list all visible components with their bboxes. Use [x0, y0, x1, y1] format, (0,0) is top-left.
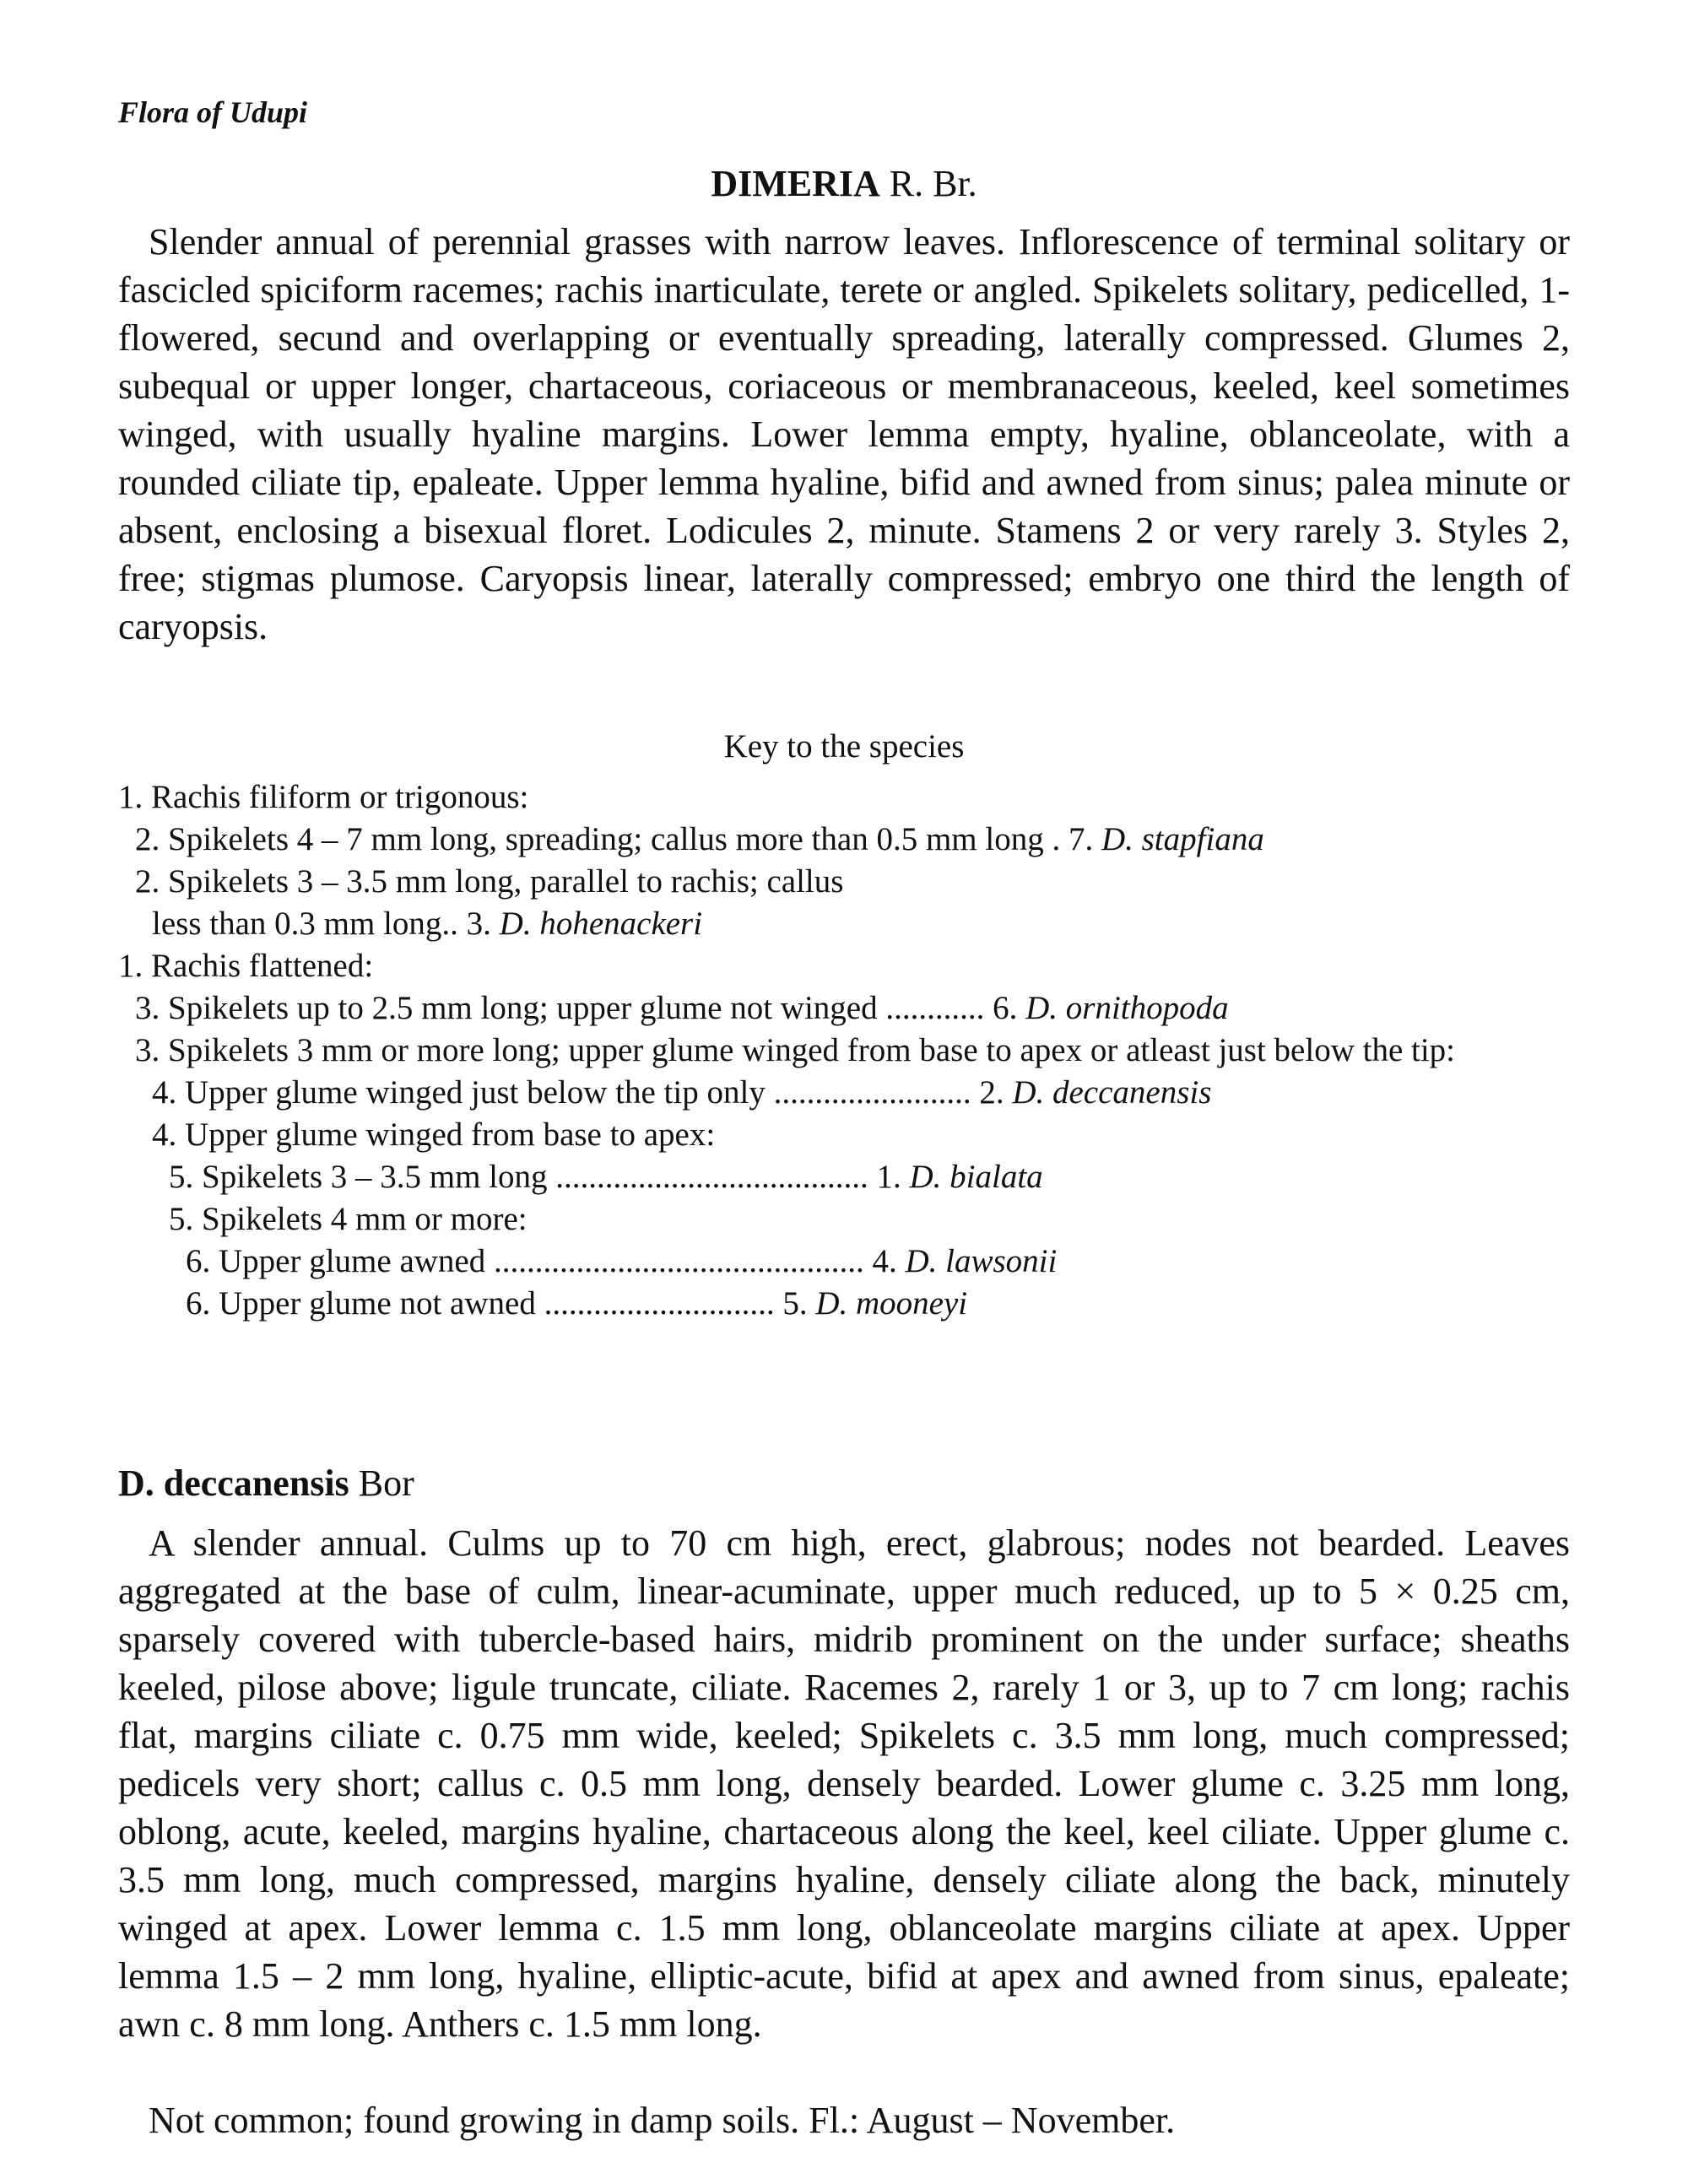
description-line: hyaline, bifid and awned from sinus; palea minute or absent, enclosing a bisexual — [118, 462, 1571, 551]
key-species-name: D. stapfiana — [1101, 821, 1264, 857]
description-line: Lower lemma c. 1.5 mm long, oblanceolate margins ciliate at apex. Upper lemma 1.5 – — [118, 1907, 1571, 1997]
description-line: laterally compressed. Glumes 2, subequal or upper longer, chartaceous, coriaceous or — [118, 317, 1570, 407]
description-line: floret. Lodicules 2, minute. Stamens 2 or very rarely 3. — [561, 510, 1423, 551]
key-species-name: D. bialata — [909, 1159, 1043, 1195]
key-line — [118, 776, 1570, 819]
key-line — [118, 1283, 1570, 1325]
key-line — [118, 1072, 1570, 1114]
key-line-text: 5. Spikelets 4 mm or more: — [169, 1201, 528, 1237]
key-line-text: 3. Spikelets 3 mm or more long; upper glume winged from base to apex or atleast just below the tip: — [135, 1032, 1456, 1068]
description-line: up to 7 cm long; rachis flat, margins ciliate c. 0.75 mm wide, keeled; Spikelets c. 3.5 — [118, 1667, 1570, 1756]
key-line-text: 4. Upper glume winged from base to apex: — [152, 1116, 716, 1153]
key-line-text: 2. Spikelets 4 – 7 mm long, spreading; callus more than 0.5 mm long . 7. — [135, 821, 1094, 857]
key-line — [118, 861, 1570, 903]
genus-title — [118, 162, 1570, 205]
key-line-text: 3. Spikelets up to 2.5 mm long; upper glume not winged ............ 6. — [135, 990, 1018, 1026]
key-line-text: 2. Spikelets 3 – 3.5 mm long, parallel to rachis; callus — [135, 863, 844, 900]
description-line: surface; sheaths keeled, pilose above; ligule truncate, ciliate. Racemes 2, rarely 1 or 3, — [118, 1619, 1570, 1708]
description-line: solitary or fascicled spiciform racemes; rachis inarticulate, terete or angled. Spikelets — [118, 221, 1571, 311]
species-habitat: Not common; found growing in damp soils. Fl.: August – November. — [149, 2100, 1176, 2141]
description-line: Slender annual of perennial grasses with narrow leaves. Inflorescence of terminal — [149, 221, 1401, 262]
genus-name: DIMERIA — [711, 163, 880, 204]
description-line: lemma empty, hyaline, oblanceolate, with a rounded ciliate tip, epaleate. Upper lemma — [118, 414, 1571, 503]
key-line-text: less than 0.3 mm long.. 3. — [152, 905, 491, 942]
key-line — [118, 1198, 1570, 1241]
description-line: 8 mm long. Anthers c. 1.5 mm long. — [224, 2003, 762, 2045]
key-species-name: D. lawsonii — [905, 1243, 1058, 1279]
species-heading — [118, 1462, 414, 1505]
key-line-text: 1. Rachis flattened: — [118, 948, 374, 984]
key-line-text: 1. Rachis filiform or trigonous: — [118, 779, 529, 815]
description-line: mm long, much compressed; pedicels very short; callus c. 0.5 mm long, densely — [118, 1715, 1570, 1804]
key-line — [118, 819, 1570, 861]
species-author: Bor — [358, 1462, 414, 1504]
description-line: 2 mm long, hyaline, elliptic-acute, bifid at apex and awned from sinus, epaleate; awn c. — [118, 1955, 1571, 2045]
description-line: third the length of caryopsis. — [118, 558, 1571, 647]
species-description — [118, 1519, 1570, 2048]
description-line: Styles 2, free; stigmas plumose. Caryopsis linear, laterally compressed; embryo one — [118, 510, 1571, 599]
species-key — [118, 776, 1570, 1325]
key-line — [118, 903, 1570, 945]
species-habitat-paragraph — [118, 2096, 1570, 2144]
description-line: A slender annual. Culms up to 70 cm high, erect, glabrous; nodes not bearded. — [149, 1522, 1446, 1564]
key-line — [118, 1030, 1570, 1072]
genus-author: R. Br. — [889, 163, 977, 204]
description-line: Leaves aggregated at the base of culm, linear-acuminate, upper much reduced, up to 5 — [118, 1522, 1570, 1612]
key-species-name: D. deccanensis — [1012, 1074, 1212, 1111]
description-line: bearded. Lower glume c. 3.25 mm long, oblong, acute, keeled, margins hyaline, — [118, 1763, 1570, 1852]
key-line — [118, 1241, 1570, 1283]
key-line — [118, 1114, 1570, 1156]
key-title: Key to the species — [723, 728, 965, 765]
description-line: chartaceous along the keel, keel ciliate. Upper glume c. 3.5 mm long, much — [118, 1811, 1571, 1900]
description-line: compressed, margins hyaline, densely ciliate along the back, minutely winged at apex. — [118, 1859, 1570, 1949]
description-line: solitary, pedicelled, 1-flowered, secund and overlapping or eventually spreading, — [118, 269, 1571, 359]
key-line — [118, 987, 1570, 1030]
key-line-text: 6. Upper glume not awned ............................ 5. — [186, 1285, 808, 1322]
description-line: × 0.25 cm, sparsely covered with tubercle-based hairs, midrib prominent on the under — [118, 1570, 1570, 1660]
key-line-text: 4. Upper glume winged just below the tip only ........................ 2. — [152, 1074, 1004, 1111]
key-line-text: 6. Upper glume awned ............................................. 4. — [186, 1243, 897, 1279]
key-line — [118, 1156, 1570, 1198]
genus-description — [118, 218, 1570, 651]
key-species-name: D. mooneyi — [815, 1285, 968, 1322]
key-species-name: D. hohenackeri — [499, 905, 703, 942]
key-line — [118, 945, 1570, 987]
running-head: Flora of Udupi — [118, 95, 308, 129]
species-name: D. deccanensis — [118, 1462, 349, 1504]
key-species-name: D. ornithopoda — [1025, 990, 1229, 1026]
description-line: membranaceous, keeled, keel sometimes winged, with usually hyaline margins. Lower — [118, 365, 1571, 455]
key-line-text: 5. Spikelets 3 – 3.5 mm long ...................................... 1. — [169, 1159, 901, 1195]
